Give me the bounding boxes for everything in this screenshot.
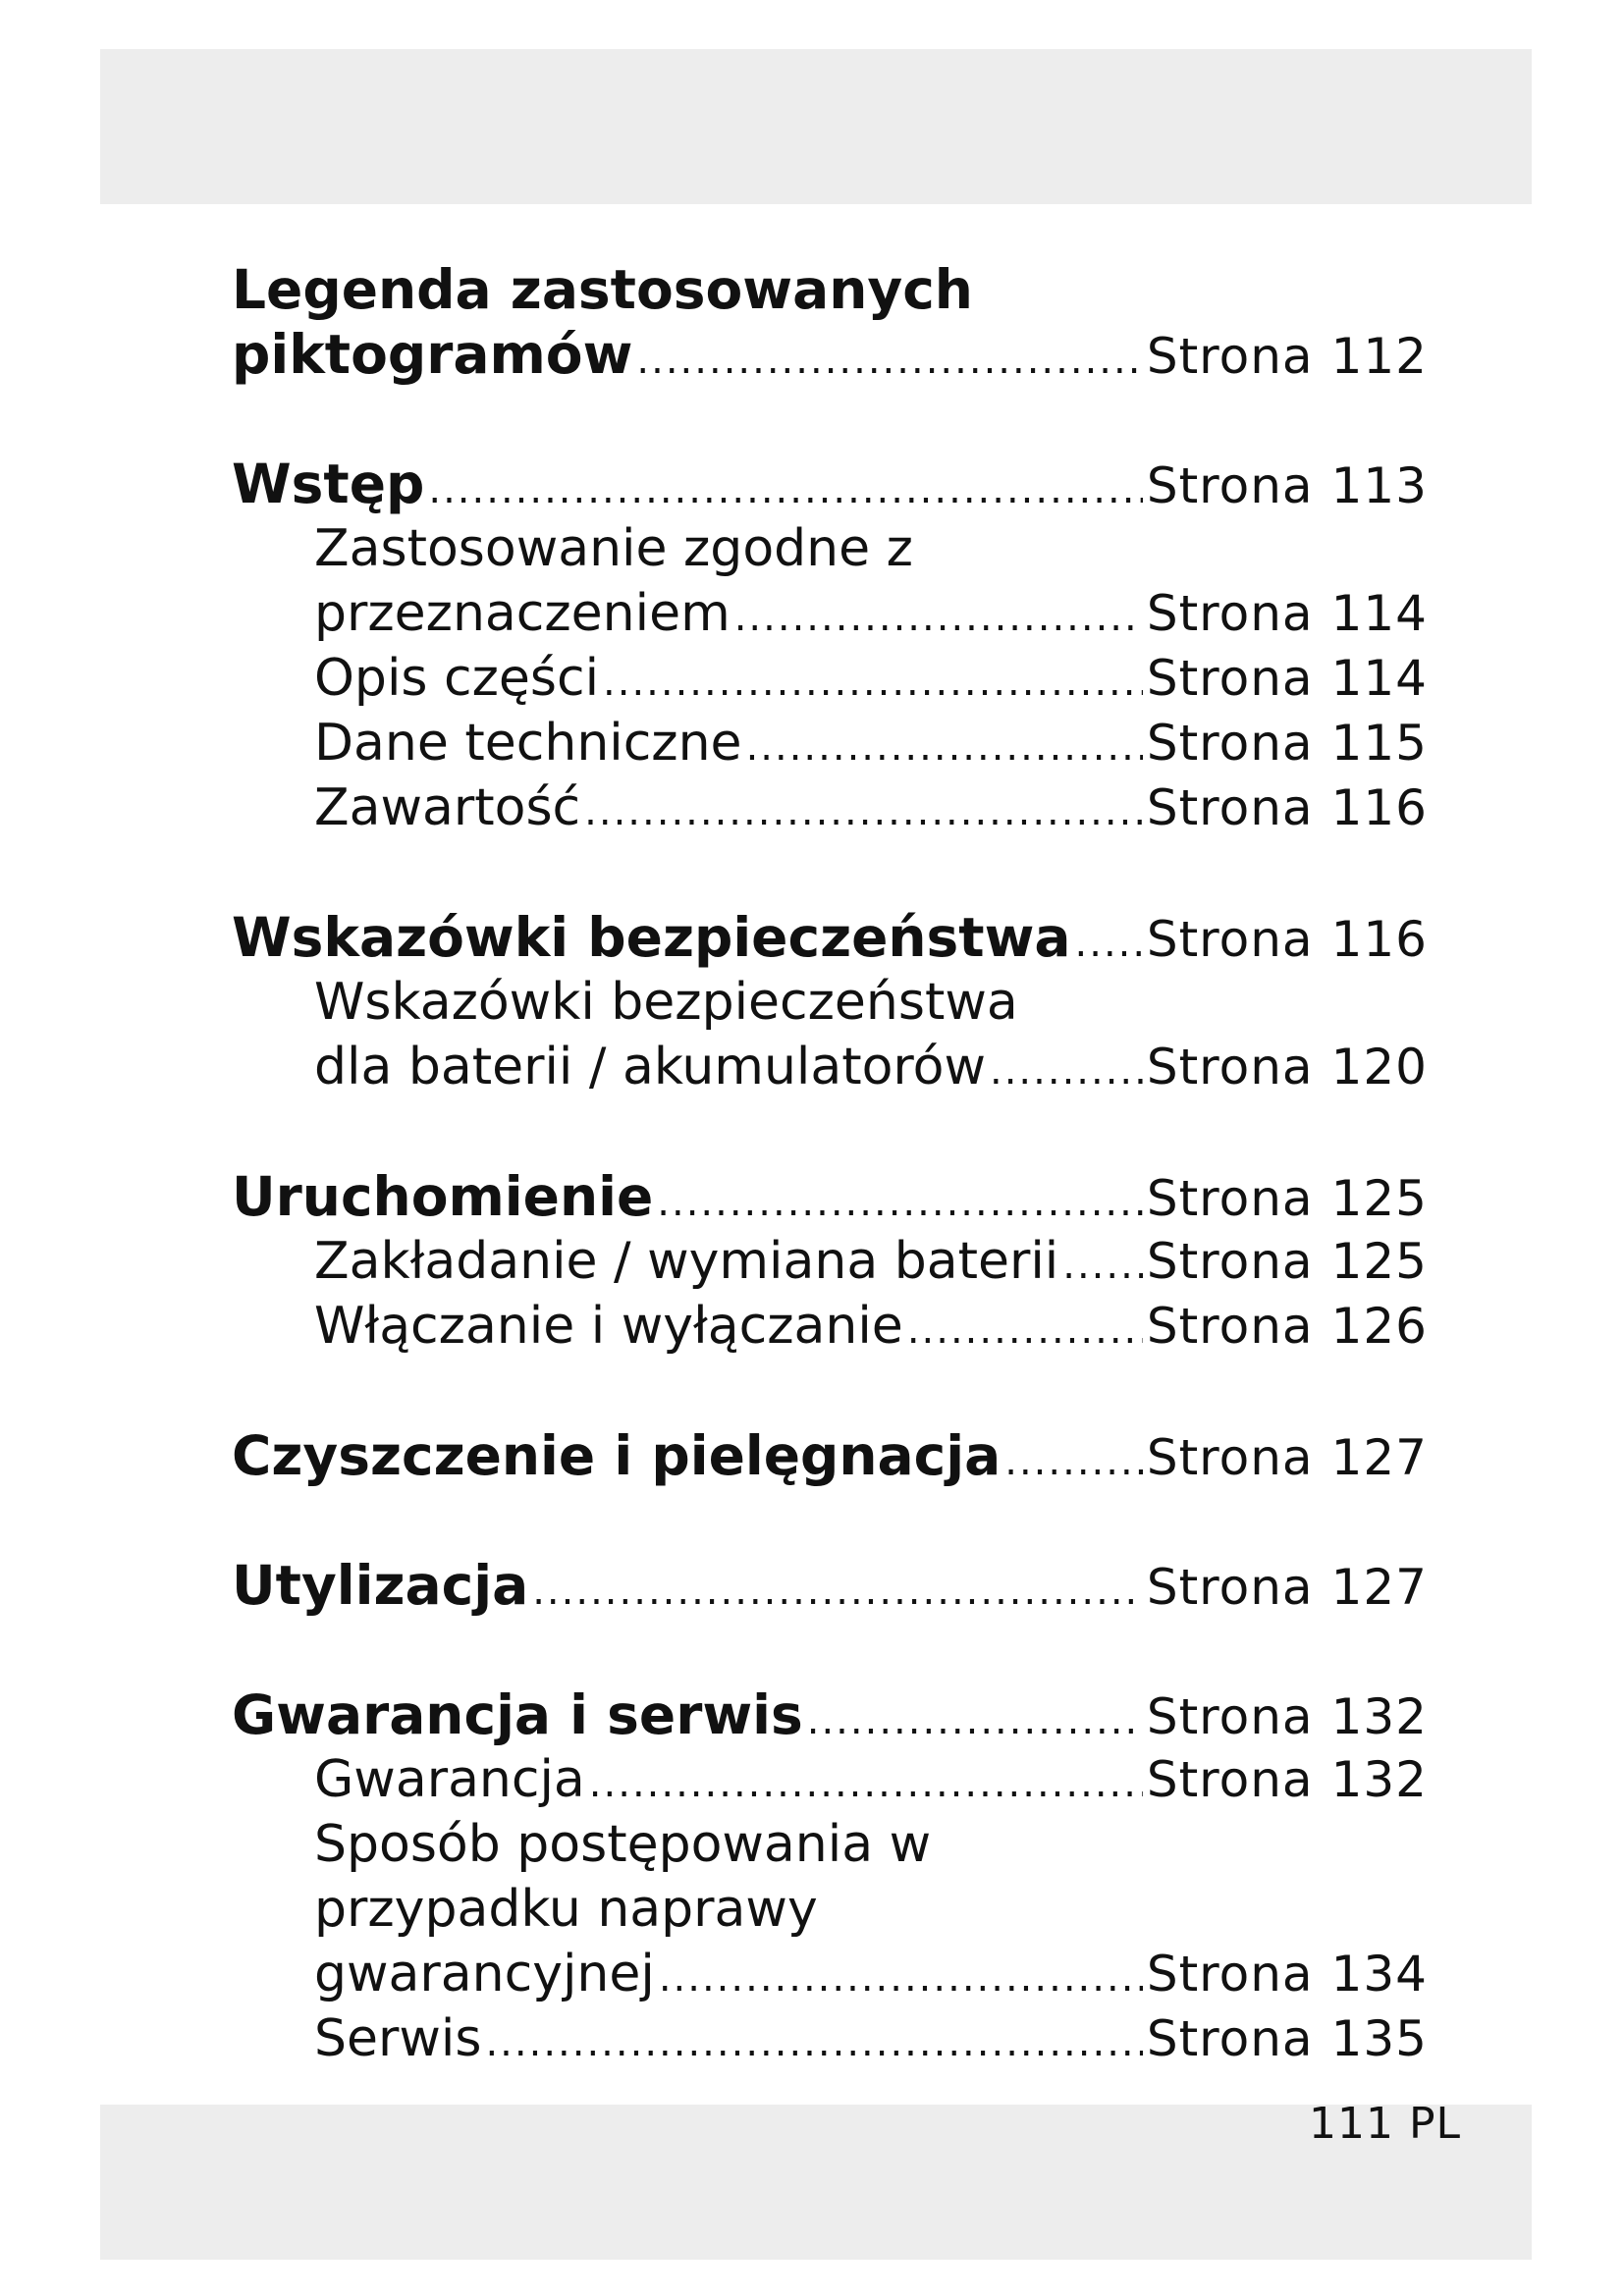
page-label: Strona [1146, 1039, 1314, 1095]
toc-page-ref [1147, 1684, 1428, 1749]
toc-subtitle: Wskazówki bezpieczeństwa [314, 973, 1018, 1032]
toc-page-ref [1147, 1229, 1428, 1294]
page-number: 135 [1330, 2010, 1428, 2067]
leader-dots [746, 715, 1143, 779]
leader-dots [1062, 1233, 1143, 1298]
toc-subtitle: Serwis [314, 2009, 482, 2068]
page-label: Strona [1146, 1233, 1314, 1290]
page-label: Strona [1146, 1751, 1314, 1808]
toc-title: Wskazówki bezpieczeństwa [232, 906, 1071, 969]
page-label: Strona [1146, 2010, 1314, 2067]
leader-dots [532, 1559, 1143, 1624]
page-number: 127 [1330, 1429, 1428, 1486]
toc-subtitle: Zawartość [314, 778, 581, 837]
toc-subentry-procedure[interactable] [232, 1942, 1428, 2006]
toc-subentry-battery-safety-line1 [232, 970, 1428, 1035]
toc-entry-safety[interactable] [232, 905, 1428, 970]
leader-dots [1075, 911, 1143, 976]
leader-dots [603, 650, 1143, 715]
page-label: Strona [1146, 650, 1314, 707]
toc-page-ref [1147, 907, 1428, 972]
header-band [100, 49, 1532, 204]
toc-subtitle: Dane techniczne [314, 714, 742, 773]
page-label: Strona [1146, 328, 1314, 385]
toc-subtitle: dla baterii / akumulatorów [314, 1038, 986, 1096]
toc-entry-legend[interactable] [232, 322, 1428, 387]
toc-subtitle: Gwarancja [314, 1750, 585, 1809]
toc-entry-legend-line1 [232, 257, 1428, 322]
page-number: 116 [1330, 911, 1428, 968]
page-label: Strona [1146, 1946, 1314, 2002]
page-number: 114 [1330, 585, 1428, 642]
toc-subtitle: Zakładanie / wymiana baterii [314, 1232, 1059, 1291]
toc-entry-intro[interactable] [232, 452, 1428, 516]
toc-page-ref [1147, 2006, 1428, 2071]
page-label: Strona [1146, 1170, 1314, 1227]
toc-entry-warranty[interactable] [232, 1682, 1428, 1747]
toc-title: Uruchomienie [232, 1165, 654, 1228]
toc-title: Utylizacja [232, 1554, 529, 1617]
toc-title: Wstęp [232, 453, 425, 515]
page-label: Strona [1146, 457, 1314, 514]
toc-subentry-battery-change[interactable] [232, 1229, 1428, 1294]
leader-dots [584, 779, 1143, 844]
toc-subtitle: gwarancyjnej [314, 1945, 655, 2003]
toc-page-ref [1147, 1425, 1428, 1490]
toc-subtitle: przeznaczeniem [314, 584, 731, 643]
toc-page-ref [1147, 581, 1428, 646]
toc-subtitle: Zastosowanie zgodne z [314, 519, 913, 578]
table-of-contents [232, 257, 1428, 2071]
page-label: Strona [1146, 715, 1314, 772]
toc-subentry-battery-safety[interactable] [232, 1035, 1428, 1099]
toc-subentry-procedure-line1 [232, 1812, 1428, 1877]
toc-subentry-warranty[interactable] [232, 1747, 1428, 1812]
toc-title: piktogramów [232, 323, 633, 386]
toc-page-ref [1147, 1942, 1428, 2006]
toc-subtitle: przypadku naprawy [314, 1880, 818, 1939]
page-number: 126 [1330, 1298, 1428, 1355]
toc-subentry-on-off[interactable] [232, 1294, 1428, 1359]
toc-page-ref [1147, 1166, 1428, 1231]
toc-title: Czyszczenie i pielęgnacja [232, 1424, 1001, 1487]
toc-subentry-service[interactable] [232, 2006, 1428, 2071]
page-number: 120 [1330, 1039, 1428, 1095]
toc-title: Gwarancja i serwis [232, 1683, 803, 1746]
page-label: Strona [1146, 1688, 1314, 1745]
toc-subtitle: Sposób postępowania w [314, 1815, 932, 1874]
page-label: Strona [1146, 1429, 1314, 1486]
leader-dots [807, 1688, 1143, 1753]
toc-page-ref [1147, 1555, 1428, 1620]
page-number: 113 [1330, 457, 1428, 514]
leader-dots [734, 585, 1143, 650]
toc-subentry-procedure-line2 [232, 1877, 1428, 1942]
toc-subentry-intended-use-line1 [232, 516, 1428, 581]
toc-page-ref [1147, 454, 1428, 518]
toc-subentry-contents[interactable] [232, 775, 1428, 840]
page-label: Strona [1146, 911, 1314, 968]
toc-title: Legenda zastosowanych [232, 258, 973, 321]
leader-dots [659, 1946, 1143, 2010]
toc-page-ref [1147, 775, 1428, 840]
page-number-footer [1309, 2097, 1461, 2152]
leader-dots [657, 1170, 1143, 1235]
toc-page-ref [1147, 1747, 1428, 1812]
toc-page-ref [1147, 711, 1428, 775]
leader-dots [907, 1298, 1143, 1362]
page-number: 125 [1330, 1170, 1428, 1227]
toc-entry-startup[interactable] [232, 1164, 1428, 1229]
page-number: 134 [1330, 1946, 1428, 2002]
footer-page-number: 111 [1308, 2099, 1394, 2149]
page-number: 125 [1330, 1233, 1428, 1290]
page-number: 114 [1330, 650, 1428, 707]
toc-subtitle: Włączanie i wyłączanie [314, 1297, 903, 1356]
page-label: Strona [1146, 1298, 1314, 1355]
leader-dots [990, 1039, 1143, 1103]
page-number: 127 [1330, 1559, 1428, 1616]
page-label: Strona [1146, 585, 1314, 642]
page-number: 132 [1330, 1751, 1428, 1808]
leader-dots [485, 2010, 1142, 2075]
leader-dots [589, 1751, 1143, 1816]
toc-page-ref [1147, 646, 1428, 711]
page-number: 115 [1330, 715, 1428, 772]
page-label: Strona [1146, 779, 1314, 836]
page-number: 116 [1330, 779, 1428, 836]
toc-entry-cleaning[interactable] [232, 1423, 1428, 1488]
toc-page-ref [1147, 1294, 1428, 1359]
toc-subentry-parts[interactable] [232, 646, 1428, 711]
page-label: Strona [1146, 1559, 1314, 1616]
leader-dots [428, 457, 1142, 522]
toc-subtitle: Opis części [314, 649, 600, 708]
toc-page-ref [1147, 1035, 1428, 1099]
leader-dots [1004, 1429, 1143, 1494]
toc-entry-disposal[interactable] [232, 1553, 1428, 1618]
toc-subentry-specs[interactable] [232, 711, 1428, 775]
page-number: 112 [1330, 328, 1428, 385]
page-number: 132 [1330, 1688, 1428, 1745]
footer-language: PL [1408, 2099, 1461, 2149]
toc-subentry-intended-use[interactable] [232, 581, 1428, 646]
toc-page-ref [1147, 324, 1428, 389]
leader-dots [636, 328, 1142, 393]
